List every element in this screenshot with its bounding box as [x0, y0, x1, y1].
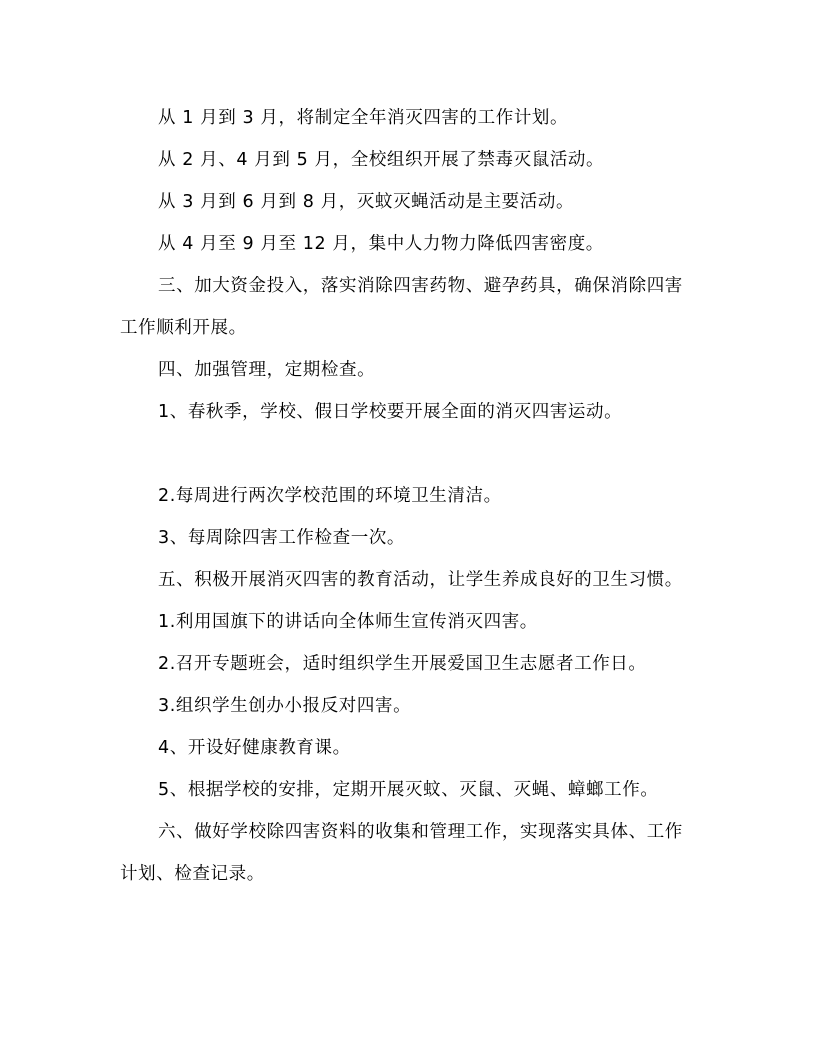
- section-heading-funding-continued: 工作顺利开展。: [120, 318, 247, 338]
- list-item-education-4: 4、开设好健康教育课。: [158, 738, 351, 758]
- list-item-management-3: 3、每周除四害工作检查一次。: [158, 528, 406, 548]
- section-heading-education: 五、积极开展消灭四害的教育活动，让学生养成良好的卫生习惯。: [158, 570, 683, 590]
- paragraph-schedule-jan-mar: 从 1 月到 3 月，将制定全年消灭四害的工作计划。: [158, 108, 569, 128]
- list-item-education-5: 5、根据学校的安排，定期开展灭蚊、灭鼠、灭蝇、蟑螂工作。: [158, 780, 659, 800]
- paragraph-schedule-feb-may: 从 2 月、4 月到 5 月，全校组织开展了禁毒灭鼠活动。: [158, 150, 605, 170]
- section-heading-records: 六、做好学校除四害资料的收集和管理工作，实现落实具体、工作: [158, 822, 683, 842]
- paragraph-schedule-apr-dec: 从 4 月至 9 月至 12 月，集中人力物力降低四害密度。: [158, 234, 604, 254]
- section-heading-funding: 三、加大资金投入，落实消除四害药物、避孕药具，确保消除四害: [158, 276, 683, 296]
- list-item-education-1: 1.利用国旗下的讲话向全体师生宣传消灭四害。: [158, 612, 538, 632]
- list-item-management-1: 1、春秋季，学校、假日学校要开展全面的消灭四害运动。: [158, 402, 623, 422]
- list-item-education-2: 2.召开专题班会，适时组织学生开展爱国卫生志愿者工作日。: [158, 654, 647, 674]
- list-item-education-3: 3.组织学生创办小报反对四害。: [158, 696, 412, 716]
- section-heading-management: 四、加强管理，定期检查。: [158, 360, 376, 380]
- list-item-management-2: 2.每周进行两次学校范围的环境卫生清洁。: [158, 486, 502, 506]
- section-heading-records-continued: 计划、检查记录。: [120, 864, 265, 884]
- paragraph-schedule-mar-aug: 从 3 月到 6 月到 8 月，灭蚊灭蝇活动是主要活动。: [158, 192, 575, 212]
